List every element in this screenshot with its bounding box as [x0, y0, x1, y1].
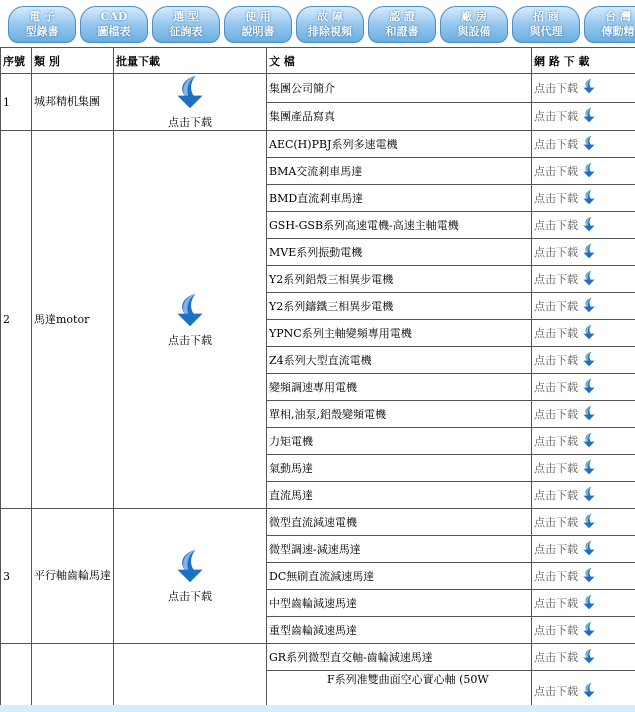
document-name: 中型齒輪減速馬達: [267, 590, 532, 617]
document-name: 直流馬達: [267, 482, 532, 509]
nav-tab-line1: 使 用: [245, 10, 271, 23]
net-download-link[interactable]: [534, 243, 597, 262]
category-cell: 平行軸齒輪馬達: [32, 509, 114, 644]
document-name: MVE系列振動電機: [267, 239, 532, 266]
download-arrow-icon: [168, 74, 212, 110]
document-name: DC無刷直流減速馬達: [267, 563, 532, 590]
download-link-label: 点击下载: [534, 516, 578, 529]
document-name: 力矩電機: [267, 428, 532, 455]
net-download-cell: [532, 509, 635, 536]
net-download-cell: [532, 102, 635, 131]
nav-tab-6[interactable]: [440, 6, 508, 43]
nav-tab-line2: 排除視頻: [308, 25, 352, 38]
nav-tab-2[interactable]: [152, 6, 220, 43]
download-link-label: 点击下载: [534, 543, 578, 556]
nav-tab-8[interactable]: [584, 6, 635, 43]
nav-tab-7[interactable]: [512, 6, 580, 43]
download-link-label: 点击下载: [534, 110, 578, 124]
category-cell: [32, 644, 114, 712]
download-table: [0, 47, 635, 712]
net-download-cell: [532, 455, 635, 482]
nav-tab-line1: 招 商: [533, 10, 559, 23]
download-arrow-icon: [581, 594, 597, 613]
net-download-link[interactable]: [534, 135, 597, 154]
download-link-label: 点击下载: [534, 81, 578, 95]
table-row: [1, 74, 635, 103]
net-download-link[interactable]: [534, 107, 597, 126]
batch-download-cell: [114, 131, 267, 509]
table-row: [1, 644, 635, 671]
row-number: 3: [1, 509, 32, 644]
nav-tab-line1: 電 子: [29, 10, 55, 23]
net-download-link[interactable]: [534, 351, 597, 370]
net-download-link[interactable]: [534, 189, 597, 208]
net-download-link[interactable]: [534, 621, 597, 640]
download-link-label: 点击下载: [534, 408, 578, 421]
header-net-download: 網 路 下 載: [532, 48, 635, 74]
net-download-link[interactable]: [534, 513, 597, 532]
net-download-cell: [532, 644, 635, 671]
header-no: 序號: [1, 48, 32, 74]
net-download-link[interactable]: [534, 432, 597, 451]
net-download-cell: [532, 239, 635, 266]
document-name: AEC(H)PBJ系列多速電機: [267, 131, 532, 158]
document-name: 集團公司簡介: [267, 74, 532, 103]
download-link-label: 点击下载: [534, 685, 578, 698]
document-name: 重型齒輪減速馬達: [267, 617, 532, 644]
nav-tab-0[interactable]: [8, 6, 76, 43]
nav-tab-line1: 台 灣: [605, 10, 631, 23]
download-arrow-icon: [581, 540, 597, 559]
download-arrow-icon: [581, 351, 597, 370]
download-link-label: 点击下载: [534, 165, 578, 178]
batch-download-button[interactable]: [168, 292, 212, 348]
document-name: 微型調速-減速馬達: [267, 536, 532, 563]
header-document: 文 檔: [267, 48, 532, 74]
download-arrow-icon: [581, 324, 597, 343]
download-link-label: 点击下载: [534, 219, 578, 232]
header-category: 類 別: [32, 48, 114, 74]
download-arrow-icon: [581, 243, 597, 262]
nav-tab-line2: 說明書: [241, 25, 275, 38]
download-arrow-icon: [581, 648, 597, 667]
nav-tab-line2: 征詢表: [169, 25, 203, 38]
batch-download-label: 点击下载: [168, 116, 212, 129]
table-row: [1, 131, 635, 158]
category-cell: 城邦精机集團: [32, 74, 114, 131]
document-name: BMD直流剎車馬達: [267, 185, 532, 212]
download-arrow-icon: [581, 486, 597, 505]
net-download-cell: [532, 374, 635, 401]
download-arrow-icon: [581, 567, 597, 586]
document-name: F系列准雙曲面空心實心軸 (50W: [267, 671, 532, 712]
document-name: GR系列微型直交軸-齒輪減速馬達: [267, 644, 532, 671]
download-link-label: 点击下载: [534, 300, 578, 313]
net-download-link[interactable]: [534, 682, 597, 701]
net-download-cell: [532, 563, 635, 590]
download-link-label: 点击下载: [534, 570, 578, 583]
download-link-label: 点击下载: [534, 192, 578, 205]
net-download-cell: [532, 158, 635, 185]
net-download-cell: [532, 347, 635, 374]
net-download-cell: [532, 131, 635, 158]
net-download-cell: [532, 74, 635, 103]
nav-tab-line2: 與代理: [529, 25, 563, 38]
net-download-cell: [532, 482, 635, 509]
row-number: 1: [1, 74, 32, 131]
nav-tab-line2: 和證書: [385, 25, 419, 38]
net-download-cell: [532, 590, 635, 617]
net-download-link[interactable]: [534, 540, 597, 559]
table-header-row: [1, 48, 635, 74]
net-download-link[interactable]: [534, 594, 597, 613]
nav-tab-line1: 認 證: [389, 10, 415, 23]
document-name: 微型直流減速電機: [267, 509, 532, 536]
download-arrow-icon: [581, 513, 597, 532]
document-name: 單相,油泵,鋁殼變頻電機: [267, 401, 532, 428]
nav-tab-line1: 故 障: [317, 10, 343, 23]
row-number: 2: [1, 131, 32, 509]
net-download-cell: [532, 536, 635, 563]
batch-download-button[interactable]: [168, 548, 212, 604]
download-link-label: 点击下载: [534, 651, 578, 664]
download-link-label: 点击下载: [534, 327, 578, 340]
net-download-cell: [532, 185, 635, 212]
net-download-link[interactable]: [534, 297, 597, 316]
download-link-label: 点击下载: [534, 354, 578, 367]
download-arrow-icon: [581, 135, 597, 154]
row-number: [1, 644, 32, 712]
download-arrow-icon: [581, 107, 597, 126]
document-name: GSH-GSB系列高速電機-高速主軸電機: [267, 212, 532, 239]
download-link-label: 点击下载: [534, 462, 578, 475]
download-link-label: 点击下载: [534, 624, 578, 637]
document-name: BMA交流剎車馬達: [267, 158, 532, 185]
download-link-label: 点击下载: [534, 138, 578, 151]
net-download-cell: [532, 212, 635, 239]
document-name: Z4系列大型直流電機: [267, 347, 532, 374]
download-arrow-icon: [581, 78, 597, 97]
top-navigation: [0, 0, 635, 46]
batch-download-button[interactable]: [168, 74, 212, 130]
net-download-cell: [532, 293, 635, 320]
download-arrow-icon: [581, 432, 597, 451]
download-arrow-icon: [581, 459, 597, 478]
nav-tab-line1: CAD: [100, 10, 128, 23]
document-name: 變頻調速專用電機: [267, 374, 532, 401]
download-arrow-icon: [581, 216, 597, 235]
download-link-label: 点击下载: [534, 597, 578, 610]
download-link-label: 点击下载: [534, 273, 578, 286]
table-row: [1, 509, 635, 536]
net-download-cell: [532, 266, 635, 293]
nav-tab-5[interactable]: [368, 6, 436, 43]
batch-download-cell: [114, 509, 267, 644]
download-link-label: 点击下载: [534, 381, 578, 394]
batch-download-label: 点击下载: [168, 590, 212, 603]
download-arrow-icon: [168, 292, 212, 328]
download-arrow-icon: [581, 162, 597, 181]
net-download-link[interactable]: [534, 567, 597, 586]
nav-tab-line1: 廠 房: [461, 10, 487, 23]
download-link-label: 点击下载: [534, 435, 578, 448]
download-arrow-icon: [581, 270, 597, 289]
net-download-cell: [532, 320, 635, 347]
download-link-label: 点击下载: [534, 246, 578, 259]
nav-tab-4[interactable]: [296, 6, 364, 43]
net-download-link[interactable]: [534, 405, 597, 424]
download-link-label: 点击下载: [534, 489, 578, 502]
net-download-link[interactable]: [534, 216, 597, 235]
download-arrow-icon: [581, 405, 597, 424]
net-download-link[interactable]: [534, 324, 597, 343]
net-download-link[interactable]: [534, 378, 597, 397]
document-name: 氣動馬達: [267, 455, 532, 482]
nav-tab-3[interactable]: [224, 6, 292, 43]
nav-tab-1[interactable]: [80, 6, 148, 43]
net-download-cell: [532, 617, 635, 644]
net-download-link[interactable]: [534, 270, 597, 289]
net-download-link[interactable]: [534, 486, 597, 505]
net-download-link[interactable]: [534, 78, 597, 97]
document-name: 集團產品寫真: [267, 102, 532, 131]
net-download-link[interactable]: [534, 459, 597, 478]
nav-tab-line2: 圖檔表: [97, 25, 131, 38]
bottom-scroll-strip: [0, 705, 635, 712]
download-arrow-icon: [581, 378, 597, 397]
document-name: YPNC系列主軸變頻專用電機: [267, 320, 532, 347]
net-download-link[interactable]: [534, 648, 597, 667]
download-arrow-icon: [581, 682, 597, 701]
download-arrow-icon: [581, 621, 597, 640]
nav-tab-line1: 選 型: [173, 10, 199, 23]
download-arrow-icon: [581, 189, 597, 208]
net-download-cell: [532, 428, 635, 455]
nav-tab-line2: 與設備: [457, 25, 491, 38]
nav-tab-line2: 型錄書: [25, 25, 59, 38]
header-batch-download: 批量下載: [114, 48, 267, 74]
batch-download-label: 点击下载: [168, 333, 212, 347]
net-download-link[interactable]: [534, 162, 597, 181]
net-download-cell: [532, 401, 635, 428]
batch-download-cell: [114, 74, 267, 131]
nav-tab-line2: 傳動精: [601, 25, 635, 38]
category-cell: 馬達motor: [32, 131, 114, 509]
download-arrow-icon: [581, 297, 597, 316]
document-name: Y2系列鋁殼三相異步電機: [267, 266, 532, 293]
batch-download-cell: [114, 644, 267, 712]
document-name: Y2系列鑄鐵三相異步電機: [267, 293, 532, 320]
download-arrow-icon: [168, 548, 212, 584]
